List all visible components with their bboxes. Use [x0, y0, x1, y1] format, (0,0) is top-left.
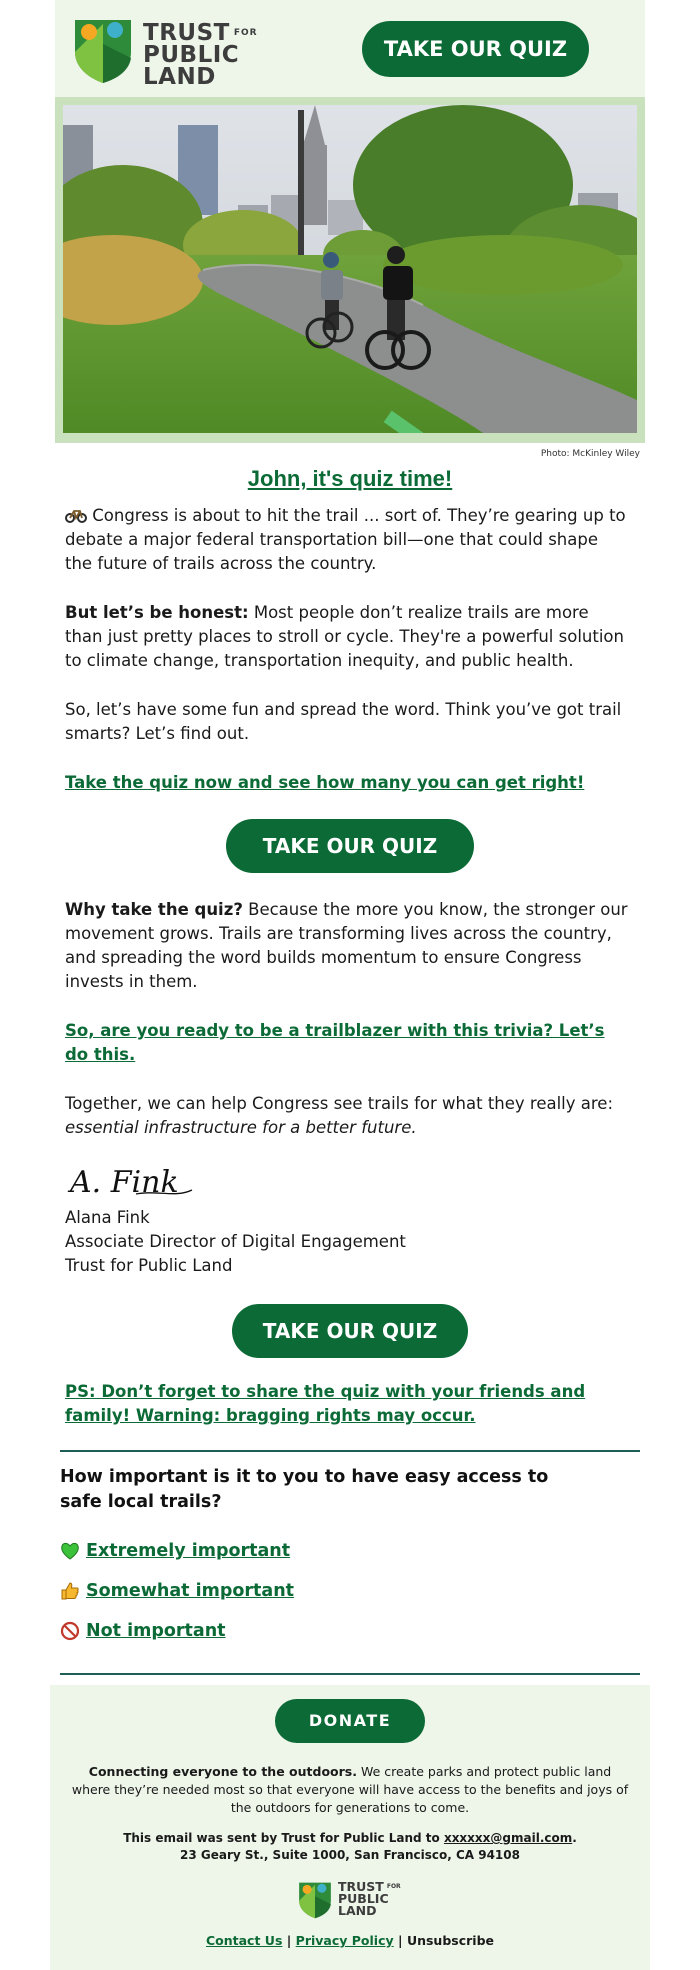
- svg-text:A. Fink: A. Fink: [70, 1165, 179, 1200]
- donate-button[interactable]: DONATE: [275, 1699, 425, 1743]
- header-take-quiz-button[interactable]: TAKE OUR QUIZ: [362, 21, 589, 77]
- bicycle-icon: [65, 507, 87, 523]
- intro-paragraph: Congress is about to hit the trail ... sort of. They’re gearing up to debate a major federal transportation bill—one that could shape the future of trails across the country.: [65, 506, 626, 573]
- survey-option-somewhat-important[interactable]: Somewhat important: [60, 1581, 294, 1601]
- honest-paragraph: But let’s be honest: Most people don’t realize trails are more than just pretty places to stroll or cycle. They're a powerful solution to climate change, transportation inequity, and public health.: [65, 603, 624, 670]
- prohibited-icon: [60, 1621, 80, 1641]
- survey-option-not-important[interactable]: Not important: [60, 1621, 226, 1641]
- logo-shield-icon: [73, 14, 133, 84]
- privacy-policy-link[interactable]: Privacy Policy: [295, 1933, 394, 1948]
- cta-paragraph-1: [65, 771, 630, 795]
- footer-logo-shield-icon: [298, 1878, 332, 1920]
- ps-share-link[interactable]: PS: Don’t forget to share the quiz with your friends and family! Warning: bragging rights may occur.: [65, 1382, 586, 1425]
- trailblazer-link[interactable]: So, are you ready to be a trailblazer with this trivia? Let’s do this.: [65, 1021, 605, 1064]
- photo-credit: Photo: McKinley Wiley: [540, 449, 640, 459]
- headline: John, it's quiz time!: [247, 466, 453, 491]
- survey-question: How important is it to you to have easy access to safe local trails?: [60, 1467, 549, 1512]
- sent-to-line: This email was sent by Trust for Public Land to xxxxxx@gmail.com.: [123, 1831, 577, 1845]
- fun-paragraph: So, let’s have some fun and spread the word. Think you’ve got trail smarts? Let’s find out.: [65, 700, 622, 743]
- divider-bottom: [60, 1673, 640, 1675]
- footer-logo[interactable]: [298, 1878, 408, 1920]
- why-paragraph: Why take the quiz? Because the more you know, the stronger our movement grows. Trails are transforming lives across the country, and spreading the word builds momentum to ensure Congress invests in them.: [65, 900, 628, 991]
- logo-wordmark: TRUST $^{FOR}$ PUBLIC LAND: [143, 20, 258, 90]
- contact-us-link[interactable]: Contact Us: [205, 1933, 283, 1948]
- footer-logo-wordmark: TRUST $^{FOR}$ PUBLIC LAND: [338, 1879, 401, 1918]
- mission-statement: Connecting everyone to the outdoors. We create parks and protect public land where they’re needed most so that everyone will have access to the benefits and joys of the outdoors for generations to come.: [71, 1764, 629, 1815]
- ps-paragraph: [65, 1380, 630, 1428]
- hero-photo-cyclists-on-trail: [63, 105, 637, 433]
- divider-top: [60, 1450, 640, 1452]
- signature-image: [66, 1160, 196, 1204]
- green-heart-icon: [60, 1541, 80, 1561]
- take-quiz-button-middle[interactable]: TAKE OUR QUIZ: [226, 819, 474, 873]
- email-footer: [50, 1685, 650, 1970]
- take-quiz-button-bottom[interactable]: TAKE OUR QUIZ: [232, 1304, 468, 1358]
- take-quiz-now-link[interactable]: Take the quiz now and see how many you can get right!: [65, 773, 585, 792]
- together-paragraph: Together, we can help Congress see trails for what they really are: essential infrastructure for a better future.: [65, 1094, 614, 1137]
- postal-address: 23 Geary St., Suite 1000, San Francisco, CA 94108: [180, 1848, 520, 1862]
- email-header: [55, 0, 645, 97]
- signature-block: Alana Fink Associate Director of Digital Engagement Trust for Public Land: [65, 1208, 406, 1275]
- cta-paragraph-2: [65, 1019, 630, 1067]
- unsubscribe-link[interactable]: Unsubscribe: [406, 1933, 494, 1948]
- hero-photo-frame: [55, 97, 645, 443]
- trust-for-public-land-logo[interactable]: [73, 14, 288, 90]
- footer-links: Contact Us | Privacy Policy | Unsubscribe: [205, 1933, 494, 1948]
- survey-option-extremely-important[interactable]: Extremely important: [60, 1541, 290, 1561]
- recipient-email-link[interactable]: xxxxxx@gmail.com: [443, 1831, 573, 1845]
- thumbs-up-icon: [60, 1581, 80, 1601]
